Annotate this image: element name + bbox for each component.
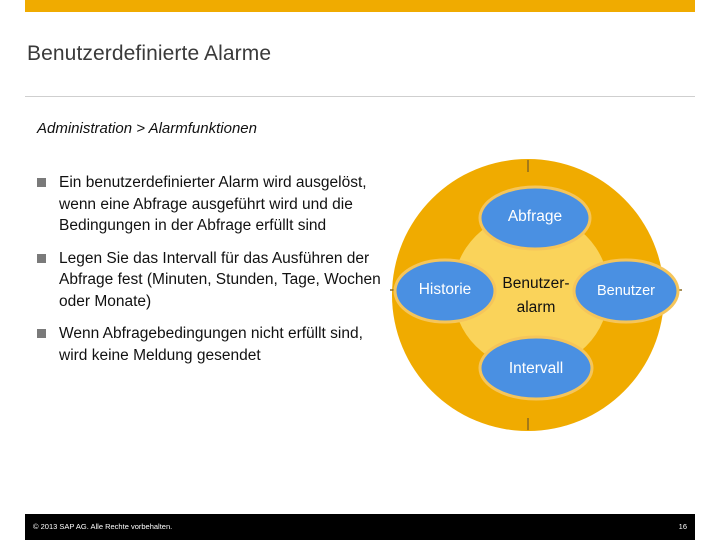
- copyright-text: © 2013 SAP AG. Alle Rechte vorbehalten.: [33, 522, 173, 531]
- page-number: 16: [678, 522, 687, 531]
- bullet-text: Ein benutzerdefinierter Alarm wird ausgelöst, wenn eine Abfrage ausgeführt wird und die Bedingungen in der Abfrage erfüllt sind: [59, 174, 367, 234]
- title-divider: [25, 96, 695, 97]
- bullet-text: Legen Sie das Intervall für das Ausführen der Abfrage fest (Minuten, Stunden, Tage, Wochen oder Monate): [59, 249, 381, 310]
- bullet-square-icon: [37, 329, 46, 338]
- bullet-item: [37, 323, 382, 366]
- bullet-text: Wenn Abfragebedingungen nicht erfüllt sind, wird keine Meldung gesendet: [59, 325, 363, 364]
- top-accent-bar: [25, 0, 695, 12]
- historie-label: Historie: [418, 281, 472, 298]
- intervall-label: Intervall: [508, 360, 564, 377]
- slide-title: Benutzerdefinierte Alarme: [27, 42, 272, 65]
- bullet-list: [37, 172, 382, 377]
- center-label-line1: Benutzer-: [502, 275, 570, 292]
- center-label-line2: alarm: [516, 299, 556, 316]
- bullet-square-icon: [37, 178, 46, 187]
- breadcrumb: Administration > Alarmfunktionen: [37, 120, 257, 137]
- bullet-square-icon: [37, 254, 46, 263]
- center-label: [486, 272, 586, 320]
- benutzer-label: Benutzer: [596, 283, 656, 299]
- abfrage-label: Abfrage: [507, 208, 563, 225]
- alert-cycle-diagram: [380, 150, 700, 440]
- footer-bar: [25, 514, 695, 540]
- bullet-item: [37, 172, 382, 237]
- bullet-item: [37, 248, 382, 313]
